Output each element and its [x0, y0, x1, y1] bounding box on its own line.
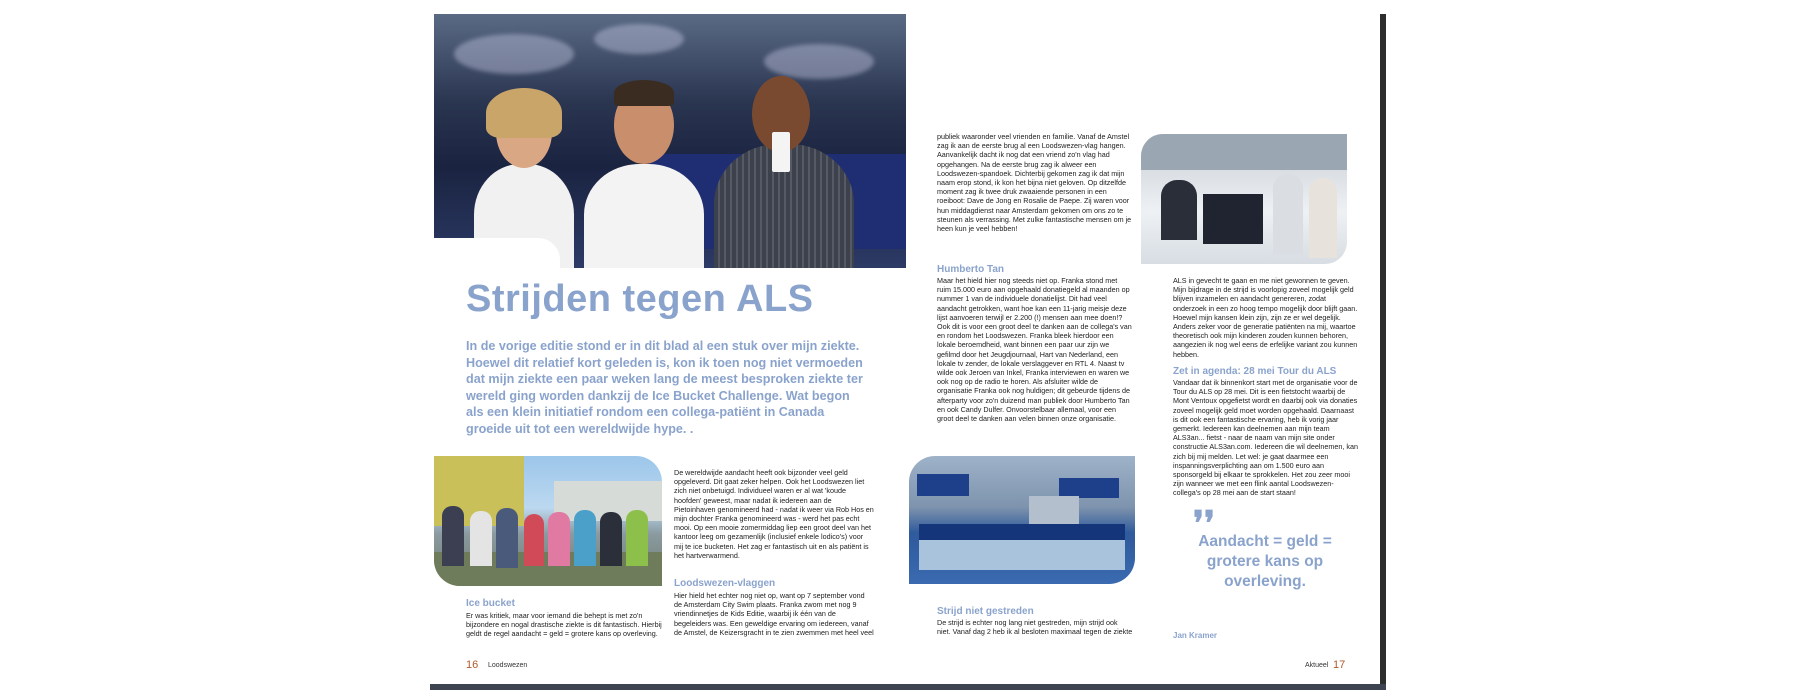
- vlaggen-text: Hier hield het echter nog niet op, want op 7 september vond de Amsterdam City Swim plaats. Franka zwom met nog 9 vriendinnetjes de Kids Editie, waarbij ik één van de begeleiders was. Een geweldige ervaring om iedereen, vanaf de Amstel, de Keizersgracht in te zien zwemmen met heel veel: [674, 591, 874, 637]
- article-intro: In de vorige editie stond er in dit blad al een stuk over mijn ziekte. Hoewel dit relatief kort geleden is, kon ik toen nog niet vermoeden dat mijn ziekte een paar weken lang de meest besproken ziekte ter wereld ging worden dankzij de Ice Bucket Challenge. Wat begon als een klein initiatief rondom een collega-patiënt in Canada groeide uit tot een wereldwijde hype. .: [466, 339, 863, 436]
- gestreden-heading: Strijd niet gestreden: [937, 606, 1034, 617]
- ice-bucket-heading: Ice bucket: [466, 598, 515, 609]
- left-page: [430, 14, 905, 684]
- vlaggen-heading: Loodswezen-vlaggen: [674, 578, 776, 589]
- right-page: [905, 14, 1380, 684]
- city-swim-photo: [909, 456, 1135, 584]
- humberto-heading: Humberto Tan: [937, 264, 1005, 275]
- magazine-spread: [430, 14, 1386, 684]
- left-page-label: Loodswezen: [488, 662, 528, 669]
- hero-corner-cut: [430, 238, 560, 272]
- quote-mark-icon: ❜❜: [1193, 505, 1215, 543]
- hero-photo: [434, 14, 906, 268]
- ice-bucket-photo: [434, 456, 662, 586]
- gestreden-text: De strijd is echter nog lang niet gestreden, mijn strijd ook niet. Vanaf dag 2 heb ik al besloten maximaal tegen de ziekte: [937, 618, 1133, 637]
- pull-quote: Aandacht = geld = grotere kans op overleving.: [1198, 533, 1332, 590]
- right-page-number: 17: [1333, 659, 1346, 671]
- article-title: Strijden tegen ALS: [466, 278, 814, 320]
- left-col2-text: De wereldwijde aandacht heeft ook bijzonder veel geld opgeleverd. Dit gaat zeker helpen. Ook het Loodswezen liet zich niet onbetuigd. Individueel waren er al wat 'koude hoofden' geweest, maar nadat ik iedereen aan de Pietoinhaven genomineerd had - nadat ik weer via Rob Hos en mijn dochter Franka genomineerd was - werd het pas echt mooi. Op een mooie zomermiddag liep een groot deel van het kantoor leeg om gezamenlijk (inclusief enkele lodico's) voor mij te ice bucketen. Het zag er fantastisch uit en als patiënt is het hartverwarmend.: [674, 468, 874, 560]
- ice-bucket-text: Er was kritiek, maar voor iemand die behept is met zo'n bijzondere en nogal drastische ziekte is dit fantastisch. Hierbij geldt de regel aandacht = geld = grotere kans op overleving.: [466, 611, 662, 639]
- agenda-heading: Zet in agenda: 28 mei Tour du ALS: [1173, 366, 1337, 377]
- author-name: Jan Kramer: [1173, 631, 1218, 640]
- left-page-number: 16: [466, 659, 479, 671]
- agenda-text: Vandaar dat ik binnenkort start met de organisatie voor de Tour du ALS op 28 mei. Dit is een fietstocht waarbij de Mont Ventoux opgefietst wordt en daarbij ook via donaties zoveel mogelijk geld moet worden opgehaald. Daarnaast is dit ook een fantastische ervaring, heb ik vorig jaar gemerkt. Iedereen kan deelnemen aan mijn team ALS3an... fietst - naar de naam van mijn site onder constructie ALS3an.com. Iedereen die wil deelnemen, kan zich bij mij melden. Let wel: je gaat daarmee een inspanningsverplichting aan om 1.500 euro aan sponsorgeld bij elkaar te sprokkelen. Het zou zeer mooi zijn wanneer we met een flink aantal Loodswezen-collega's op 28 mei aan de start staan!: [1173, 378, 1358, 498]
- radio-studio-photo: [1141, 134, 1347, 264]
- right-col2-text: ALS in gevecht te gaan en me niet gewonnen te geven. Mijn bijdrage in de strijd is voorlopig zoveel mogelijk geld blijven inzamelen en aandacht genereren, zodat onderzoek in een zo hoog tempo mogelijk door blijft gaan. Hoewel mijn kansen klein zijn, zijn ze er wel degelijk. Anders zeker voor de generatie patiënten na mij, waartoe theoretisch ook mijn kinderen zouden kunnen behoren, aangezien ik nog wel eens de erfelijke variant zou kunnen hebben.: [1173, 276, 1358, 359]
- right-page-label: Aktueel: [1305, 662, 1329, 669]
- humberto-text: Maar het hield hier nog steeds niet op. Franka stond met ruim 15.000 euro aan opgehaald donatiegeld al maanden op nummer 1 van de individuele donatielijst. Dit had veel aandacht getrokken, want hoe kan een 11-jarig meisje deze lijst aanvoeren terwijl er 2.200 (!) mensen aan mee doen!? Ook dit is voor een groot deel te danken aan de collega's van en rondom het Loodswezen. Franka bleek hierdoor een lokale beroemdheid, want binnen een paar uur zijn we gefilmd door het Jeugdjournaal, Hart van Nederland, een lokale tv zender, de lokale verslaggever en RTL 4. Naast tv wilde ook Jeroen van Inkel, Franka interviewen en waren we ook nog op de radio te horen. Als afsluiter wilde de organisatie Franka ook nog huldigen; dit gebeurde tijdens de afterparty voor zo'n duizend man publiek door Humberto Tan en ook Candy Dulfer. Onvoorstelbaar allemaal, voor een groot deel te danken aan velen binnen onze organisatie.: [937, 276, 1132, 424]
- right-col1-text: publiek waaronder veel vrienden en familie. Vanaf de Amstel zag ik aan de eerste brug al een Loodswezen-vlag hangen. Aanvankelijk dacht ik nog dat een vriend zo'n vlag had opgehangen. Na de eerste brug zag ik alweer een Loodswezen-spandoek. Dichterbij gekomen zag ik dat mijn naam erop stond, ik kon het bijna niet geloven. Op ditzelfde moment zag ik twee druk zwaaiende personen in een roeiboot: Dave de Jong en Rosalie de Paepe. Zij waren voor hun middagdienst naar Amsterdam gekomen om ons zo te steunen als verrassing. Met zulke fantastische mensen om je heen kun je veel hebben!: [937, 132, 1132, 234]
